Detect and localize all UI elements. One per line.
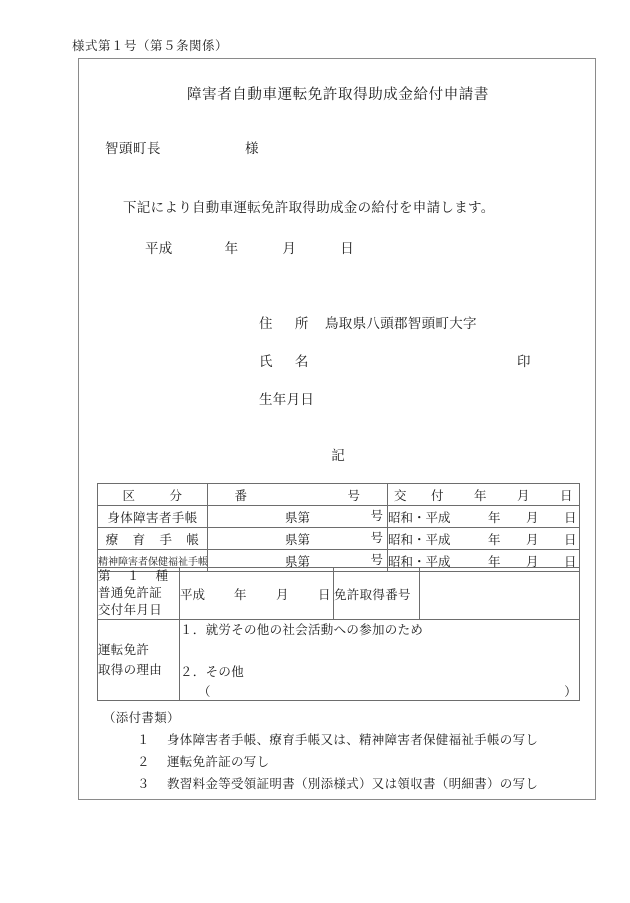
date-era: 平成 [145,241,173,256]
row-bango-ryoiku: 県第 号 [208,528,388,550]
license-label-line3: 交付年月日 [98,603,163,617]
row-kouhu-seishin: 昭和・平成 年 月 日 [388,550,580,572]
addressee-line [105,137,259,157]
reason-options[interactable] [180,620,580,701]
header-bango: 番 号 [208,484,388,506]
reason-option-2[interactable]: ２．その他 [180,665,245,679]
attachment-text: 身体障害者手帳、療育手帳又は、精神障害者保健福祉手帳の写し [167,733,539,747]
date-day-label: 日 [340,241,355,256]
table-row [98,528,580,550]
license-label [98,568,180,620]
addressee-honorific: 様 [245,141,259,156]
row-kubun-ryoiku: 療 育 手 帳 [98,528,208,550]
addressee-name: 智頭町長 [105,141,161,156]
row-bango-seishin: 県第 号 [208,550,388,572]
lead-text: 下記により自動車運転免許取得助成金の給付を申請します。 [123,200,495,215]
row-kubun-shintai: 身体障害者手帳 [98,506,208,528]
reason-label-line1: 運転免許 [98,643,150,657]
header-kubun: 区 分 [98,484,208,506]
row-bango-shintai: 県第 号 [208,506,388,528]
applicant-name-row [259,350,597,388]
attachment-number: ２ [137,755,150,769]
attachment-text: 教習料金等受領証明書（別添様式）又は領収書（明細書）の写し [167,777,539,791]
name-label: 氏 名 [259,354,309,369]
header-kouhu: 交 付 年 月 日 [388,484,580,506]
license-label-line1: 第 １ 種 [98,569,169,583]
applicant-address-row [259,312,597,350]
list-item [103,751,538,773]
attachments-block [103,707,538,795]
application-date-line [145,237,354,257]
paren-open: （ [198,685,211,699]
reason-other-input[interactable] [180,682,579,700]
applicant-birth-row [259,388,597,426]
seal-mark: 印 [517,354,531,369]
license-row [98,568,580,620]
row-kouhu-ryoiku: 昭和・平成 年 月 日 [388,528,580,550]
attachment-text: 運転免許証の写し [167,755,270,769]
reason-row [98,620,580,701]
attachment-number: ３ [137,777,150,791]
list-item [103,729,538,751]
date-month-label: 月 [282,241,297,256]
date-year-label: 年 [224,241,239,256]
address-label: 住 所 [259,316,309,331]
form-sheet [78,58,596,800]
license-label-line2: 普通免許証 [98,586,163,600]
applicant-block [259,312,597,426]
attachments-heading: （添付書類） [103,711,180,725]
license-date-field[interactable]: 平成 年 月 日 [180,568,334,620]
reason-label [98,620,180,701]
note-mark: 記 [331,448,345,463]
attachment-number: １ [137,733,150,747]
address-value: 鳥取県八頭郡智頭町大字 [325,316,477,331]
birth-label: 生年月日 [259,392,315,407]
reason-label-line2: 取得の理由 [98,663,163,677]
row-kouhu-shintai: 昭和・平成 年 月 日 [388,506,580,528]
reason-option-1[interactable]: １．就労その他の社会活動への参加のため [180,623,424,637]
row-kubun-seishin: 精神障害者保健福祉手帳 [98,550,208,572]
license-number-field[interactable] [420,568,580,620]
list-item [103,773,538,795]
license-number-label: 免許取得番号 [334,568,420,620]
page-title: 障害者自動車運転免許取得助成金給付申請書 [187,87,489,103]
application-table [97,483,580,572]
table-row [98,506,580,528]
form-number: 様式第１号（第５条関係） [72,39,229,53]
paren-close: ） [564,685,577,699]
table-header-row [98,484,580,506]
license-and-reason-table [97,567,580,701]
